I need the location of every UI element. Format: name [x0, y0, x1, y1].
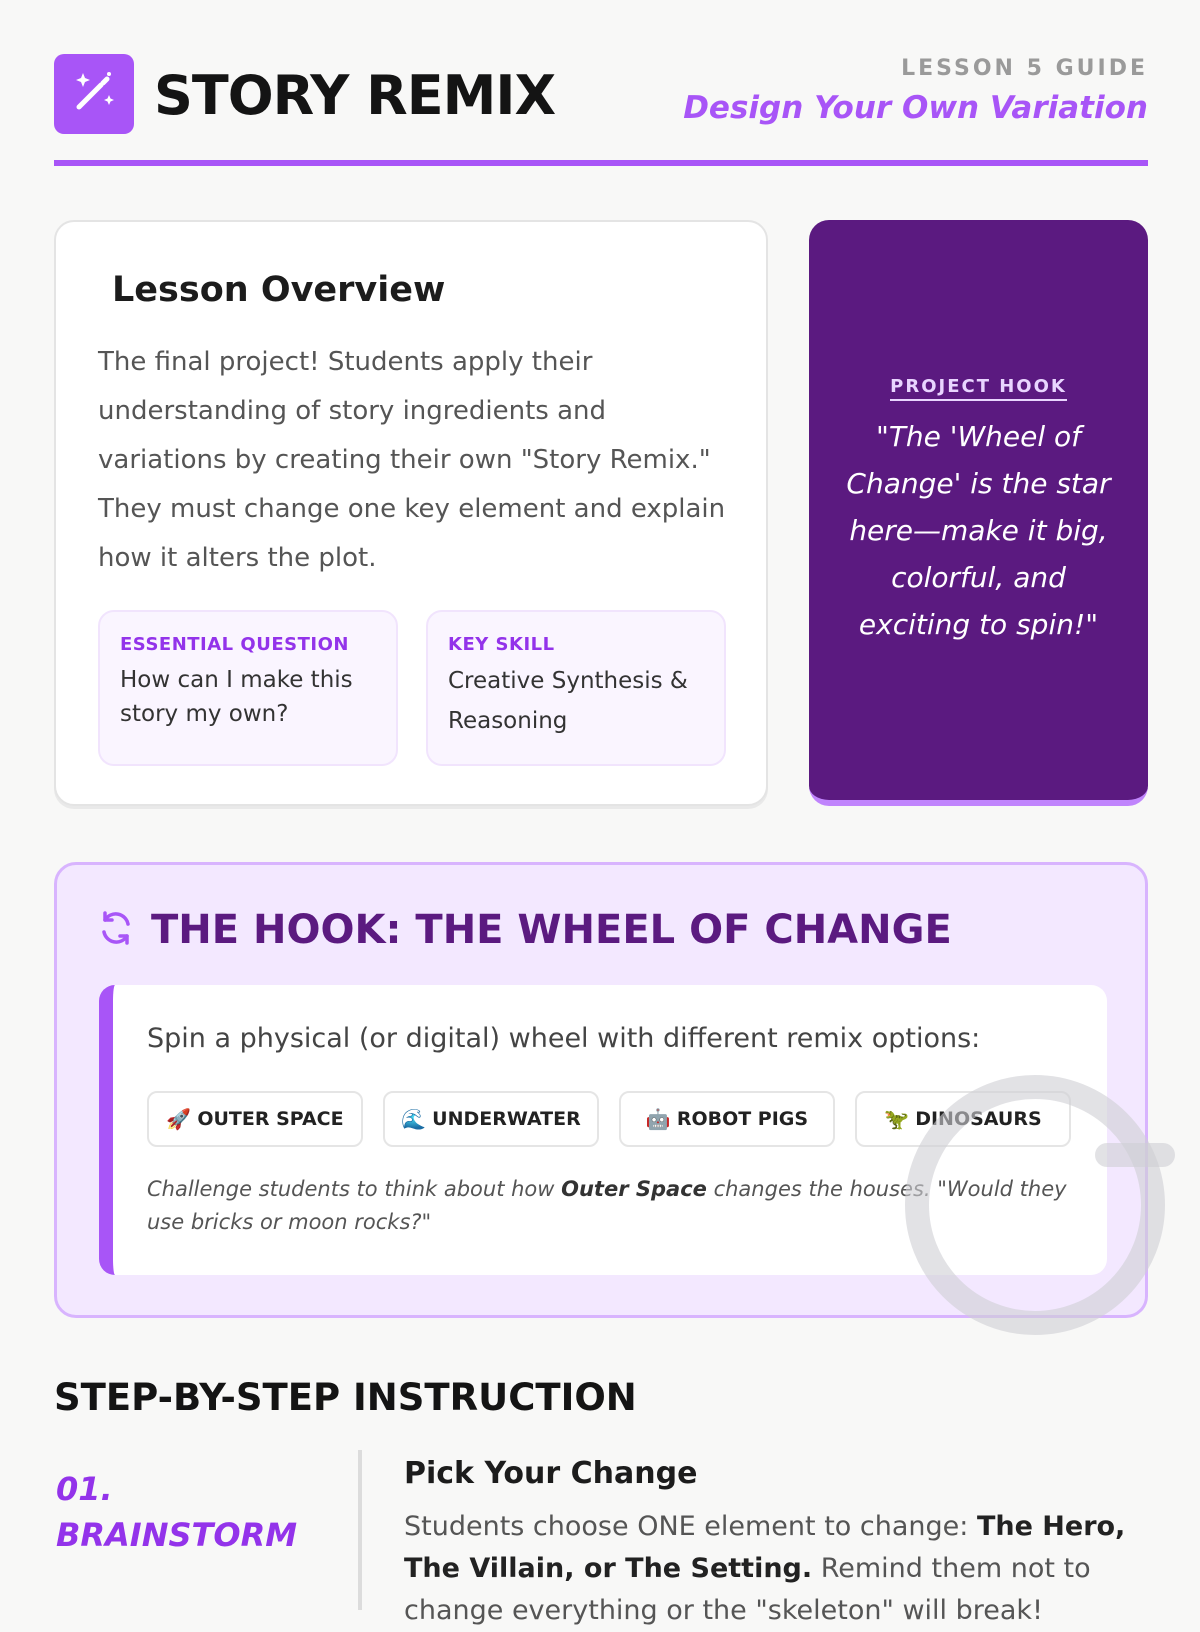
- option-label: ROBOT PIGS: [676, 1108, 809, 1130]
- key-skill-card: [426, 610, 726, 766]
- overview-title: Lesson Overview: [112, 270, 446, 310]
- brand-title: STORY REMIX: [154, 64, 556, 127]
- project-hook-label: PROJECT HOOK: [890, 376, 1067, 401]
- challenge-text: Challenge students to think about how Outer Space changes the houses. "Would they use bricks or moon rocks?": [147, 1177, 1067, 1234]
- page-header: [54, 52, 1148, 166]
- rocket-icon: 🚀: [166, 1107, 192, 1131]
- option-outer-space[interactable]: [147, 1091, 363, 1147]
- overview-body: The final project! Students apply their understanding of story ingredients and variations by creating their own "Story Remix." They must change one key element and explain how it alters the plot.: [98, 347, 726, 573]
- step-index: 01.: [56, 1470, 113, 1508]
- robot-icon: 🤖: [645, 1107, 671, 1131]
- step-title: Pick Your Change: [404, 1456, 698, 1491]
- lesson-label: LESSON 5 GUIDE: [901, 56, 1148, 81]
- essential-question-label: ESSENTIAL QUESTION: [120, 634, 349, 655]
- key-skill-text: Creative Synthesis & Reasoning: [448, 668, 688, 734]
- step-body: Students choose ONE element to change: The Hero, The Villain, or The Setting. Remind them not to change everything or the "skeleton" will break!: [404, 1511, 1126, 1626]
- essential-question-text: How can I make this story my own?: [120, 667, 353, 727]
- step-phase: BRAINSTORM: [56, 1516, 298, 1554]
- lesson-overview-card: [54, 220, 768, 806]
- step-number: [56, 1466, 356, 1558]
- wheel-heading-text: THE HOOK: THE WHEEL OF CHANGE: [151, 907, 952, 953]
- step-divider: [358, 1450, 362, 1610]
- magic-wand-icon: [69, 67, 119, 121]
- wave-icon: 🌊: [401, 1107, 427, 1131]
- key-skill-label: KEY SKILL: [448, 634, 555, 655]
- wheel-heading: [97, 907, 952, 953]
- dinosaur-icon: 🦖: [884, 1107, 910, 1131]
- option-underwater[interactable]: [383, 1091, 599, 1147]
- logo: [54, 54, 134, 134]
- steps-section-title: STEP-BY-STEP INSTRUCTION: [54, 1376, 637, 1419]
- option-robot-pigs[interactable]: [619, 1091, 835, 1147]
- wheel-intro: Spin a physical (or digital) wheel with different remix options:: [147, 1023, 981, 1054]
- lesson-subtitle: Design Your Own Variation: [683, 90, 1148, 126]
- essential-question-card: [98, 610, 398, 766]
- option-label: UNDERWATER: [432, 1108, 581, 1130]
- wheel-of-change-panel: [54, 862, 1148, 1318]
- option-label: OUTER SPACE: [197, 1108, 344, 1130]
- spin-decoration-icon: [885, 1055, 1185, 1359]
- project-hook-quote: "The 'Wheel of Change' is the star here—make it big, colorful, and exciting to spin!": [846, 420, 1111, 641]
- refresh-icon: [97, 909, 135, 951]
- project-hook-card: [809, 220, 1148, 806]
- option-label: DINOSAURS: [915, 1108, 1042, 1130]
